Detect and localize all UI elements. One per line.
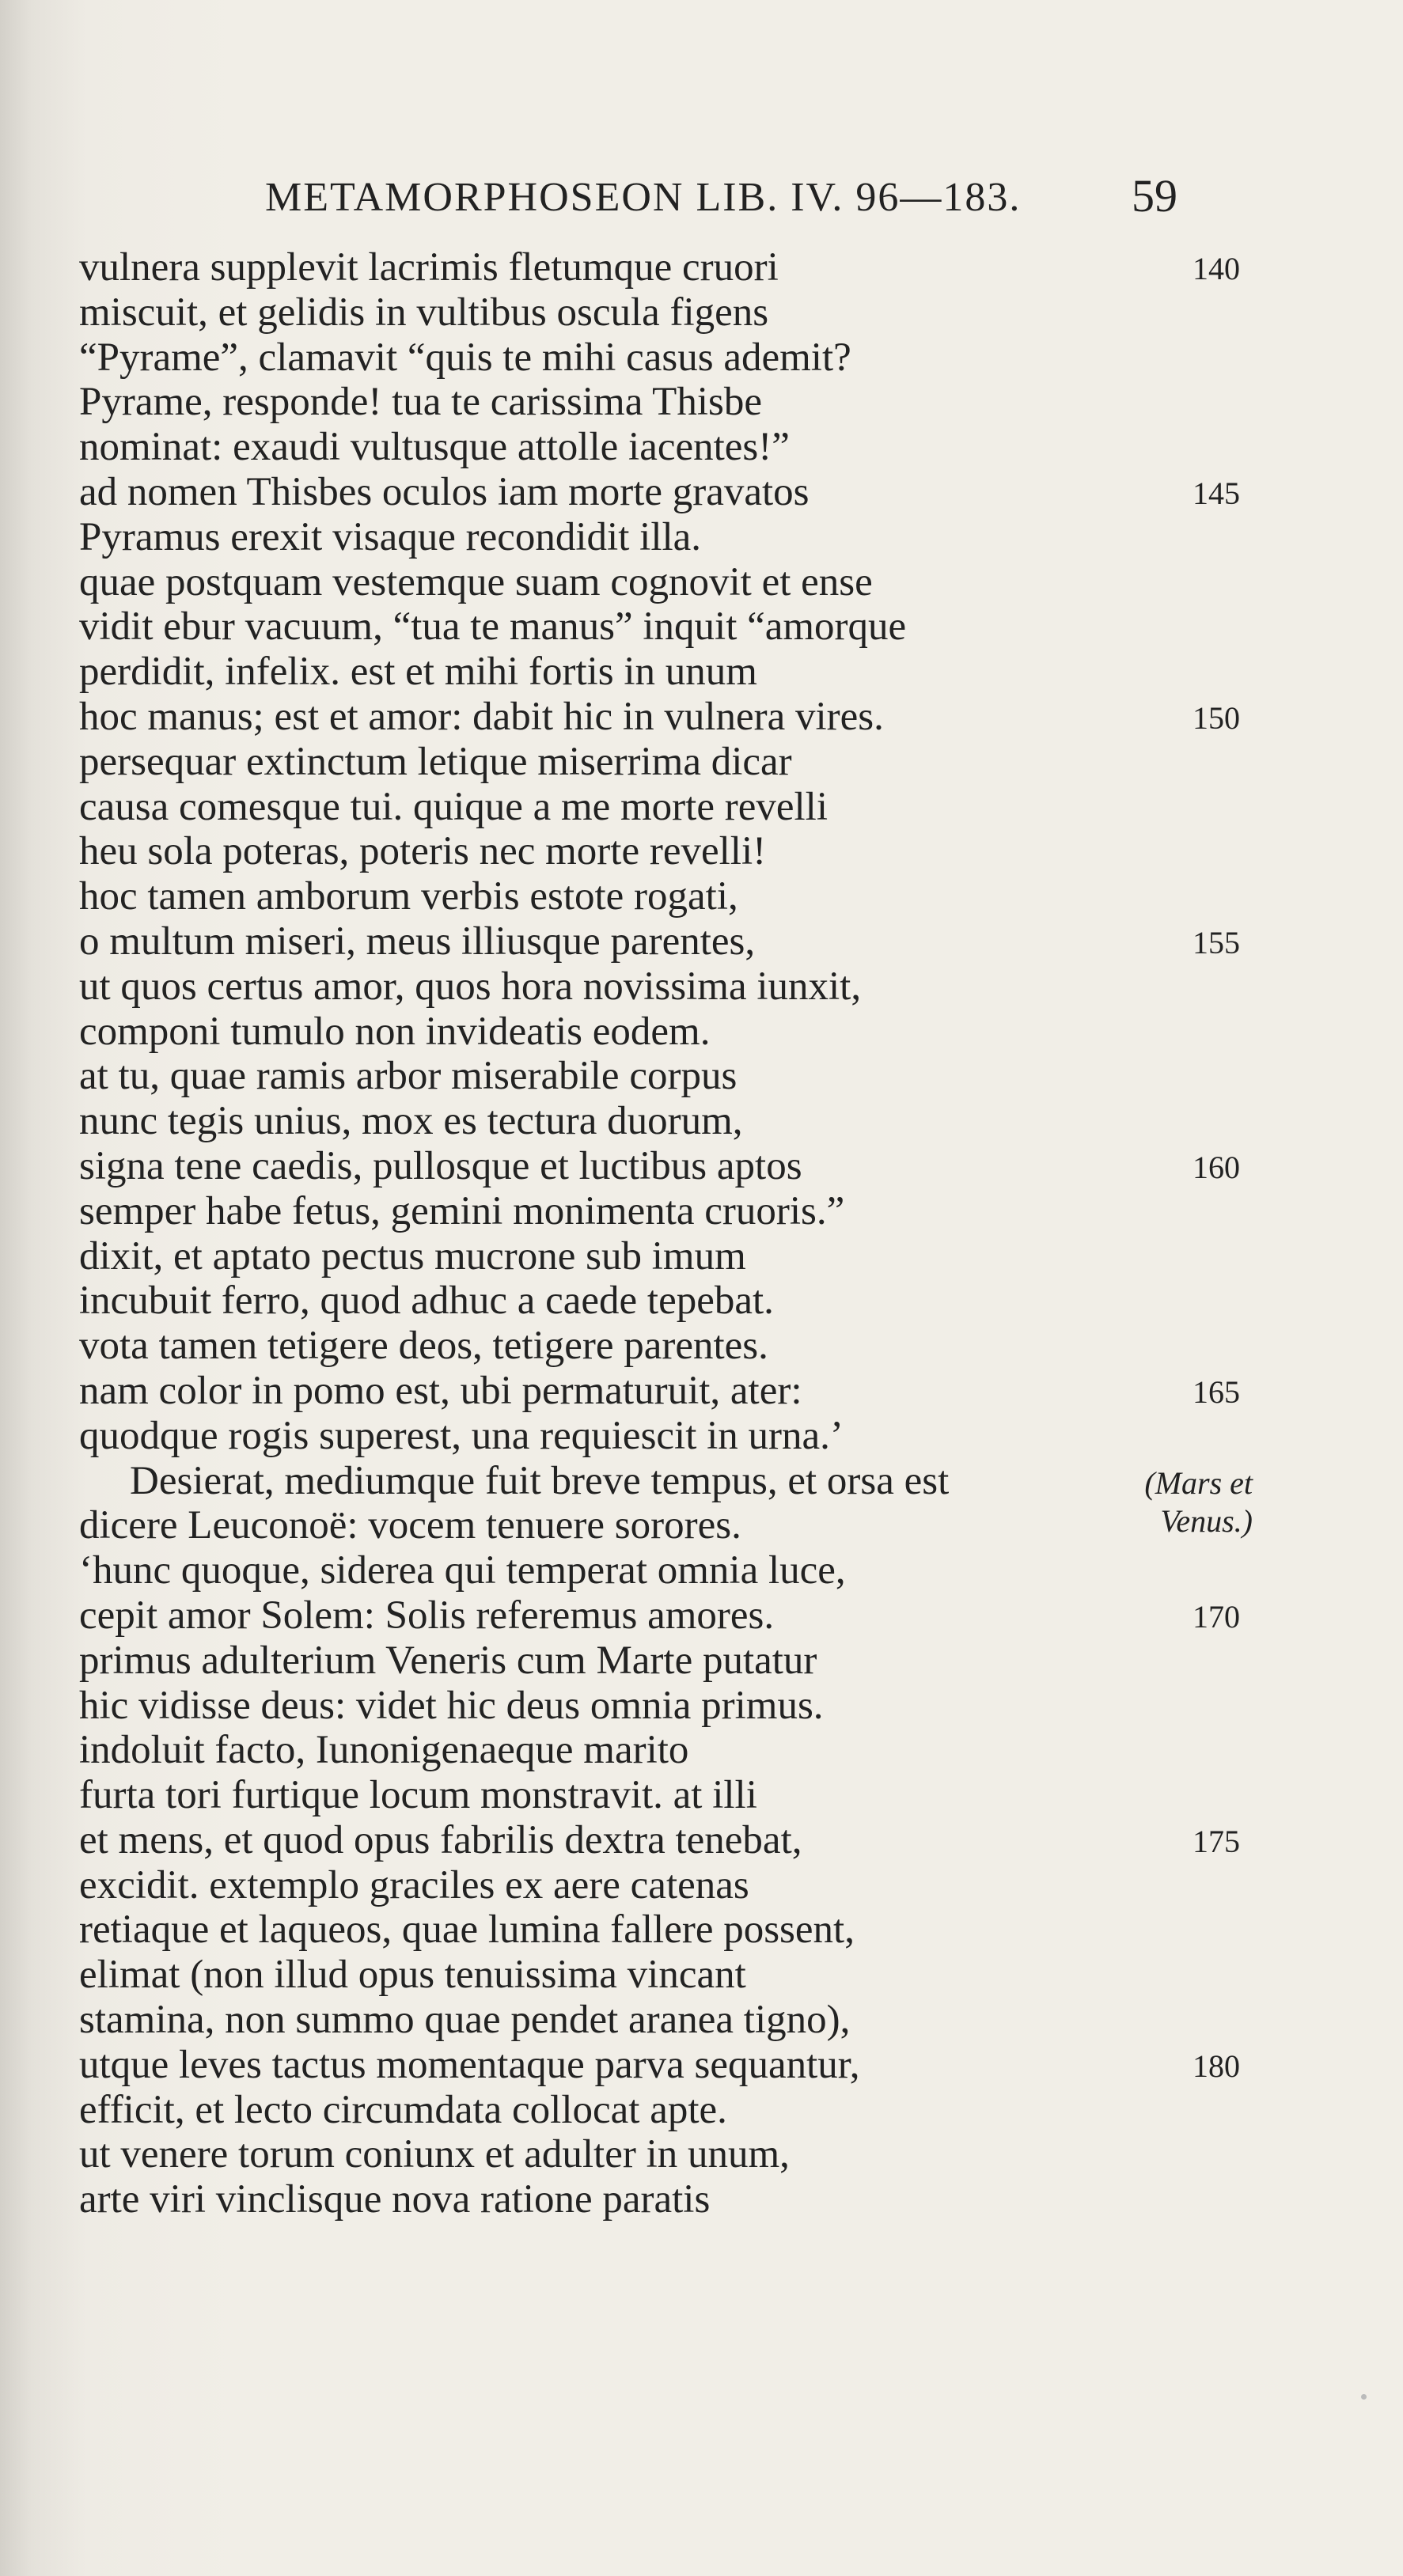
verse-line <box>79 2043 1314 2088</box>
marginal-note-line: (Mars et <box>1144 1465 1253 1501</box>
verse-line-text: heu sola poteras, poteris nec morte revelli! <box>79 829 767 874</box>
verse-line-text: dicere Leuconoë: vocem tenuere sorores. <box>79 1503 741 1548</box>
verse-line <box>79 829 1314 874</box>
verse-line-text: componi tumulo non invideatis eodem. <box>79 1009 711 1054</box>
verse-line-text: quodque rogis superest, una requiescit in urna.’ <box>79 1413 844 1458</box>
verse-line <box>79 695 1314 740</box>
running-header <box>0 170 1403 229</box>
verse-line <box>79 1324 1314 1369</box>
verse-line-text: “Pyrame”, clamavit “quis te mihi casus ademit? <box>79 335 851 380</box>
verse-line <box>79 245 1314 290</box>
verse-line-text: efficit, et lecto circumdata collocat apte. <box>79 2087 727 2132</box>
verse-line-text: persequar extinctum letique miserrima dicar <box>79 739 792 784</box>
verse-line <box>79 740 1314 785</box>
verse-line-text: quae postquam vestemque suam cognovit et ense <box>79 559 873 604</box>
verse-line-text: vidit ebur vacuum, “tua te manus” inquit “amorque <box>79 604 907 650</box>
verse-line <box>79 1234 1314 1279</box>
verse-line <box>79 1728 1314 1773</box>
verse-line-text: utque leves tactus momentaque parva sequantur, <box>79 2042 860 2087</box>
verse-line-text: ‘hunc quoque, siderea qui temperat omnia luce, <box>79 1548 846 1593</box>
verse-line-text: ut quos certus amor, quos hora novissima iunxit, <box>79 964 862 1009</box>
verse-line-text: stamina, non summo quae pendet aranea tigno), <box>79 1998 851 2043</box>
verse-line <box>79 1144 1314 1189</box>
line-number: 180 <box>1193 2048 1240 2084</box>
line-number: 160 <box>1193 1149 1240 1185</box>
verse-line-text: Pyramus erexit visaque recondidit illa. <box>79 514 702 559</box>
verse-line <box>79 874 1314 919</box>
verse-line-text: nam color in pomo est, ubi permaturuit, ater: <box>79 1368 802 1413</box>
verse-line <box>79 1054 1314 1099</box>
line-number: 165 <box>1193 1373 1240 1410</box>
verse-line <box>79 1369 1314 1414</box>
verse-line-text: miscuit, et gelidis in vultibus oscula figens <box>79 290 769 335</box>
verse-line-text: nominat: exaudi vultusque attolle iacentes!” <box>79 425 790 470</box>
verse-line <box>79 2177 1314 2222</box>
verse-line <box>79 1907 1314 1953</box>
line-number: 170 <box>1193 1598 1240 1635</box>
verse-line <box>79 335 1314 381</box>
marginal-note <box>1144 1464 1253 1540</box>
running-title: METAMORPHOSEON LIB. IV. 96—183. <box>265 175 1022 220</box>
verse-line <box>79 560 1314 605</box>
line-number: 155 <box>1193 924 1240 960</box>
verse-line-text: nunc tegis unius, mox es tectura duorum, <box>79 1099 743 1144</box>
verse-line-text: causa comesque tui. quique a me morte revelli <box>79 784 828 829</box>
verse-line-text: elimat (non illud opus tenuissima vincant <box>79 1953 746 1998</box>
verse-line-text: excidit. extemplo graciles ex aere catenas <box>79 1862 749 1907</box>
verse-line <box>79 785 1314 830</box>
verse-line <box>79 1099 1314 1144</box>
verse-line <box>79 380 1314 425</box>
verse-line-text: ut venere torum coniunx et adulter in unum, <box>79 2132 790 2177</box>
verse-line-text: hic vidisse deus: videt hic deus omnia primus. <box>79 1683 824 1728</box>
verse-line-text: primus adulterium Veneris cum Marte putatur <box>79 1638 817 1683</box>
verse-line <box>79 515 1314 560</box>
verse-line-text: incubuit ferro, quod adhuc a caede tepebat. <box>79 1279 774 1324</box>
verse-line <box>79 604 1314 650</box>
verse-line <box>79 1414 1314 1459</box>
line-number: 145 <box>1193 475 1240 511</box>
verse-line-text: perdidit, infelix. est et mihi fortis in unum <box>79 650 757 695</box>
verse-line <box>79 1459 1314 1504</box>
verse-line <box>79 1684 1314 1729</box>
verse-line-text: arte viri vinclisque nova ratione paratis <box>79 2177 711 2222</box>
verse-line-text: hoc manus; est et amor: dabit hic in vulnera vires. <box>79 694 884 739</box>
verse-line <box>79 1953 1314 1998</box>
verse-line <box>79 470 1314 515</box>
verse-line <box>79 1503 1314 1548</box>
verse-line-text: vulnera supplevit lacrimis fletumque cruori <box>79 245 779 290</box>
verse-line-text: semper habe fetus, gemini monimenta cruoris.” <box>79 1188 845 1233</box>
verse-line-text: dixit, et aptato pectus mucrone sub imum <box>79 1233 746 1279</box>
verse-line-text: retiaque et laqueos, quae lumina fallere possent, <box>79 1907 855 1953</box>
verse-line <box>79 1010 1314 1055</box>
verse-line <box>79 290 1314 335</box>
paper-speck <box>1361 2394 1367 2400</box>
verse-line <box>79 1279 1314 1324</box>
verse-line <box>79 425 1314 470</box>
verse-line <box>79 1638 1314 1684</box>
verse-line <box>79 1593 1314 1638</box>
verse-line <box>79 2088 1314 2133</box>
line-number: 150 <box>1193 699 1240 736</box>
verse-text <box>79 245 1314 2222</box>
verse-line <box>79 919 1314 964</box>
verse-line-text: at tu, quae ramis arbor miserabile corpus <box>79 1054 738 1099</box>
verse-line-text: et mens, et quod opus fabrilis dextra tenebat, <box>79 1817 802 1862</box>
page-number: 59 <box>1132 170 1177 222</box>
verse-line-text: Pyrame, responde! tua te carissima Thisbe <box>79 380 762 425</box>
marginal-note-line: Venus.) <box>1160 1503 1253 1539</box>
verse-line <box>79 1773 1314 1818</box>
verse-line-text: o multum miseri, meus illiusque parentes, <box>79 919 756 964</box>
verse-line <box>79 2132 1314 2177</box>
verse-line-text: furta tori furtique locum monstravit. at illi <box>79 1773 757 1818</box>
verse-line <box>79 1189 1314 1234</box>
verse-line <box>79 1998 1314 2043</box>
line-number: 140 <box>1193 251 1240 286</box>
verse-line <box>79 1818 1314 1863</box>
line-number: 175 <box>1193 1823 1240 1859</box>
verse-line-text: vota tamen tetigere deos, tetigere parentes. <box>79 1324 768 1369</box>
verse-line <box>79 650 1314 695</box>
verse-line-text: ad nomen Thisbes oculos iam morte gravatos <box>79 469 810 514</box>
verse-line-text: hoc tamen amborum verbis estote rogati, <box>79 874 738 919</box>
verse-line <box>79 964 1314 1010</box>
verse-line-text: indoluit facto, Iunonigenaeque marito <box>79 1728 689 1773</box>
verse-line <box>79 1548 1314 1593</box>
verse-line <box>79 1863 1314 1908</box>
verse-line-text: Desierat, mediumque fuit breve tempus, et orsa est <box>130 1458 950 1503</box>
verse-line-text: signa tene caedis, pullosque et luctibus aptos <box>79 1143 802 1188</box>
verse-line-text: cepit amor Solem: Solis referemus amores. <box>79 1593 775 1638</box>
